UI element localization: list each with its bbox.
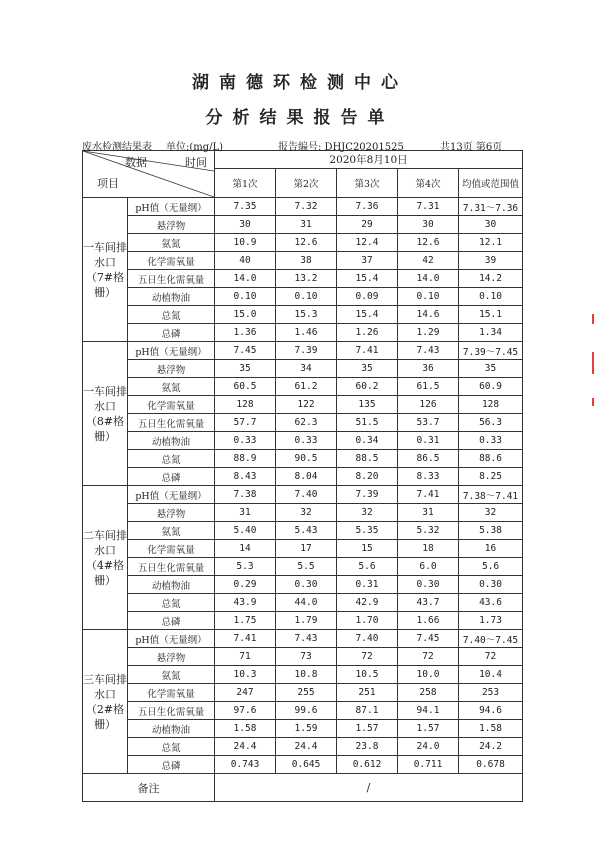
value-cell: 1.58 [215,720,276,738]
value-cell: 126 [398,396,459,414]
value-cell: 7.45 [215,342,276,360]
table-row [83,396,523,414]
value-cell: 15.4 [337,270,398,288]
value-cell: 94.1 [398,702,459,720]
value-cell: 7.39 [276,342,337,360]
item-cell: pH值（无量纲） [128,198,215,216]
value-cell: 14.2 [459,270,523,288]
item-cell: 总磷 [128,324,215,342]
value-cell: 7.40～7.45 [459,630,523,648]
item-cell: 动植物油 [128,288,215,306]
table-row [83,756,523,774]
value-cell: 51.5 [337,414,398,432]
value-cell: 251 [337,684,398,702]
value-cell: 12.1 [459,234,523,252]
table-row [83,486,523,504]
value-cell: 5.35 [337,522,398,540]
value-cell: 24.4 [215,738,276,756]
value-cell: 10.4 [459,666,523,684]
value-cell: 88.9 [215,450,276,468]
report-subtitle: 分析结果报告单 [205,108,395,128]
value-cell: 94.6 [459,702,523,720]
value-cell: 0.09 [337,288,398,306]
value-cell: 8.25 [459,468,523,486]
value-cell: 0.10 [276,288,337,306]
value-cell: 31 [215,504,276,522]
value-cell: 37 [337,252,398,270]
value-cell: 7.40 [337,630,398,648]
value-cell: 0.33 [459,432,523,450]
value-cell: 0.645 [276,756,337,774]
value-cell: 0.678 [459,756,523,774]
table-row [83,720,523,738]
table-row [83,522,523,540]
value-cell: 5.40 [215,522,276,540]
value-cell: 14 [215,540,276,558]
value-cell: 5.6 [337,558,398,576]
value-cell: 1.59 [276,720,337,738]
item-cell: 氨氮 [128,666,215,684]
item-cell: 化学需氧量 [128,396,215,414]
value-cell: 39 [459,252,523,270]
location-cell: 二车间排水口（4#格栅） [83,486,128,630]
value-cell: 1.75 [215,612,276,630]
value-cell: 0.31 [337,576,398,594]
table-row [83,270,523,288]
value-cell: 0.30 [459,576,523,594]
value-cell: 247 [215,684,276,702]
value-cell: 56.3 [459,414,523,432]
table-row [83,378,523,396]
value-cell: 0.711 [398,756,459,774]
value-cell: 13.2 [276,270,337,288]
item-cell: 五日生化需氧量 [128,558,215,576]
value-cell: 0.31 [398,432,459,450]
value-cell: 18 [398,540,459,558]
value-cell: 12.6 [398,234,459,252]
value-cell: 60.5 [215,378,276,396]
table-row [83,432,523,450]
value-cell: 30 [215,216,276,234]
value-cell: 1.57 [337,720,398,738]
table-row [83,540,523,558]
value-cell: 72 [337,648,398,666]
corner-data-label: 数据 [125,156,147,169]
value-cell: 128 [459,396,523,414]
value-cell: 12.6 [276,234,337,252]
value-cell: 7.39 [337,486,398,504]
value-cell: 0.10 [398,288,459,306]
value-cell: 0.30 [398,576,459,594]
value-cell: 35 [337,360,398,378]
value-cell: 15 [337,540,398,558]
value-cell: 5.6 [459,558,523,576]
value-cell: 258 [398,684,459,702]
date-header: 2020年8月10日 [215,151,523,169]
table-row [83,648,523,666]
table-row [83,594,523,612]
value-cell: 88.5 [337,450,398,468]
value-cell: 15.3 [276,306,337,324]
item-cell: 化学需氧量 [128,684,215,702]
value-cell: 6.0 [398,558,459,576]
report-title: 湖南德环检测中心 [192,73,408,93]
value-cell: 1.26 [337,324,398,342]
table-row [83,288,523,306]
value-cell: 10.3 [215,666,276,684]
margin-marks [588,310,598,430]
value-cell: 97.6 [215,702,276,720]
value-cell: 0.10 [459,288,523,306]
item-cell: 五日生化需氧量 [128,270,215,288]
value-cell: 10.9 [215,234,276,252]
item-cell: 动植物油 [128,432,215,450]
table-row [83,324,523,342]
value-cell: 5.5 [276,558,337,576]
results-table [82,150,523,802]
item-cell: 总氮 [128,306,215,324]
value-cell: 5.43 [276,522,337,540]
location-cell: 一车间排水口（8#格栅） [83,342,128,486]
value-cell: 7.41 [215,630,276,648]
value-cell: 1.57 [398,720,459,738]
item-cell: 五日生化需氧量 [128,702,215,720]
value-cell: 61.5 [398,378,459,396]
value-cell: 10.8 [276,666,337,684]
value-cell: 7.40 [276,486,337,504]
item-cell: 悬浮物 [128,360,215,378]
value-cell: 1.66 [398,612,459,630]
item-cell: 化学需氧量 [128,540,215,558]
value-cell: 30 [398,216,459,234]
value-cell: 0.33 [215,432,276,450]
column-header: 第1次 [215,169,276,198]
value-cell: 1.29 [398,324,459,342]
value-cell: 8.20 [337,468,398,486]
table-row [83,558,523,576]
value-cell: 40 [215,252,276,270]
item-cell: 悬浮物 [128,504,215,522]
value-cell: 7.36 [337,198,398,216]
value-cell: 90.5 [276,450,337,468]
remarks-value: / [215,774,523,802]
table-row [83,468,523,486]
value-cell: 72 [398,648,459,666]
column-header: 第3次 [337,169,398,198]
value-cell: 88.6 [459,450,523,468]
column-header: 第2次 [276,169,337,198]
value-cell: 43.7 [398,594,459,612]
value-cell: 53.7 [398,414,459,432]
value-cell: 0.34 [337,432,398,450]
corner-time-label: 时间 [185,156,207,169]
value-cell: 7.41 [398,486,459,504]
value-cell: 72 [459,648,523,666]
value-cell: 38 [276,252,337,270]
item-cell: pH值（无量纲） [128,630,215,648]
value-cell: 1.46 [276,324,337,342]
table-row [83,684,523,702]
page-indicator: 共13页 第6页 [440,142,503,153]
table-row [83,630,523,648]
value-cell: 87.1 [337,702,398,720]
value-cell: 255 [276,684,337,702]
value-cell: 30 [459,216,523,234]
value-cell: 7.32 [276,198,337,216]
value-cell: 253 [459,684,523,702]
value-cell: 10.0 [398,666,459,684]
value-cell: 31 [398,504,459,522]
item-cell: 氨氮 [128,234,215,252]
value-cell: 73 [276,648,337,666]
column-header: 均值或范围值 [459,169,523,198]
item-cell: 总磷 [128,756,215,774]
value-cell: 86.5 [398,450,459,468]
table-row [83,342,523,360]
value-cell: 5.32 [398,522,459,540]
table-row [83,612,523,630]
value-cell: 7.43 [398,342,459,360]
table-row [83,504,523,522]
value-cell: 57.7 [215,414,276,432]
table-row [83,666,523,684]
table-row [83,738,523,756]
item-cell: 化学需氧量 [128,252,215,270]
item-cell: 悬浮物 [128,648,215,666]
value-cell: 1.34 [459,324,523,342]
value-cell: 0.30 [276,576,337,594]
value-cell: 99.6 [276,702,337,720]
item-cell: 总氮 [128,594,215,612]
table-row [83,360,523,378]
value-cell: 1.73 [459,612,523,630]
value-cell: 42 [398,252,459,270]
value-cell: 36 [398,360,459,378]
value-cell: 10.5 [337,666,398,684]
value-cell: 7.43 [276,630,337,648]
value-cell: 16 [459,540,523,558]
value-cell: 1.70 [337,612,398,630]
value-cell: 42.9 [337,594,398,612]
value-cell: 62.3 [276,414,337,432]
value-cell: 32 [459,504,523,522]
value-cell: 12.4 [337,234,398,252]
value-cell: 15.0 [215,306,276,324]
value-cell: 23.8 [337,738,398,756]
table-row [83,306,523,324]
value-cell: 32 [337,504,398,522]
table-row [83,702,523,720]
value-cell: 14.0 [215,270,276,288]
value-cell: 0.612 [337,756,398,774]
value-cell: 5.3 [215,558,276,576]
value-cell: 32 [276,504,337,522]
value-cell: 60.2 [337,378,398,396]
unit-label: 单位:(mg/L) [166,142,224,153]
value-cell: 128 [215,396,276,414]
location-cell: 三车间排水口（2#格栅） [83,630,128,774]
value-cell: 17 [276,540,337,558]
value-cell: 35 [215,360,276,378]
value-cell: 43.6 [459,594,523,612]
value-cell: 0.10 [215,288,276,306]
report-meta [82,138,522,153]
value-cell: 7.31～7.36 [459,198,523,216]
table-row [83,198,523,216]
value-cell: 14.0 [398,270,459,288]
value-cell: 8.33 [398,468,459,486]
table-row [83,450,523,468]
remarks-label: 备注 [83,774,215,802]
value-cell: 8.43 [215,468,276,486]
item-cell: 五日生化需氧量 [128,414,215,432]
table-name: 废水检测结果表 [82,142,152,153]
value-cell: 5.38 [459,522,523,540]
corner-item-label: 项目 [97,177,119,190]
value-cell: 60.9 [459,378,523,396]
item-cell: 氨氮 [128,378,215,396]
item-cell: 动植物油 [128,576,215,594]
report-number: 报告编号: DHJC20201525 [278,142,404,153]
value-cell: 44.0 [276,594,337,612]
table-row [83,234,523,252]
column-header: 第4次 [398,169,459,198]
item-cell: 总磷 [128,612,215,630]
value-cell: 31 [276,216,337,234]
value-cell: 35 [459,360,523,378]
value-cell: 0.743 [215,756,276,774]
value-cell: 15.4 [337,306,398,324]
value-cell: 7.35 [215,198,276,216]
item-cell: 总磷 [128,468,215,486]
value-cell: 0.33 [276,432,337,450]
value-cell: 7.41 [337,342,398,360]
item-cell: pH值（无量纲） [128,342,215,360]
remarks-row [83,774,523,802]
table-row [83,252,523,270]
table-row [83,576,523,594]
value-cell: 0.29 [215,576,276,594]
value-cell: 24.2 [459,738,523,756]
value-cell: 24.0 [398,738,459,756]
value-cell: 43.9 [215,594,276,612]
table-row [83,216,523,234]
item-cell: 动植物油 [128,720,215,738]
value-cell: 15.1 [459,306,523,324]
value-cell: 135 [337,396,398,414]
header-corner [83,151,215,198]
table-row [83,414,523,432]
item-cell: 氨氮 [128,522,215,540]
value-cell: 71 [215,648,276,666]
value-cell: 1.58 [459,720,523,738]
value-cell: 34 [276,360,337,378]
value-cell: 122 [276,396,337,414]
value-cell: 7.45 [398,630,459,648]
value-cell: 7.31 [398,198,459,216]
item-cell: 悬浮物 [128,216,215,234]
value-cell: 29 [337,216,398,234]
value-cell: 24.4 [276,738,337,756]
value-cell: 14.6 [398,306,459,324]
item-cell: 总氮 [128,450,215,468]
item-cell: pH值（无量纲） [128,486,215,504]
item-cell: 总氮 [128,738,215,756]
value-cell: 7.39～7.45 [459,342,523,360]
value-cell: 8.04 [276,468,337,486]
value-cell: 1.36 [215,324,276,342]
value-cell: 1.79 [276,612,337,630]
value-cell: 61.2 [276,378,337,396]
value-cell: 7.38～7.41 [459,486,523,504]
value-cell: 7.38 [215,486,276,504]
location-cell: 一车间排水口（7#格栅） [83,198,128,342]
